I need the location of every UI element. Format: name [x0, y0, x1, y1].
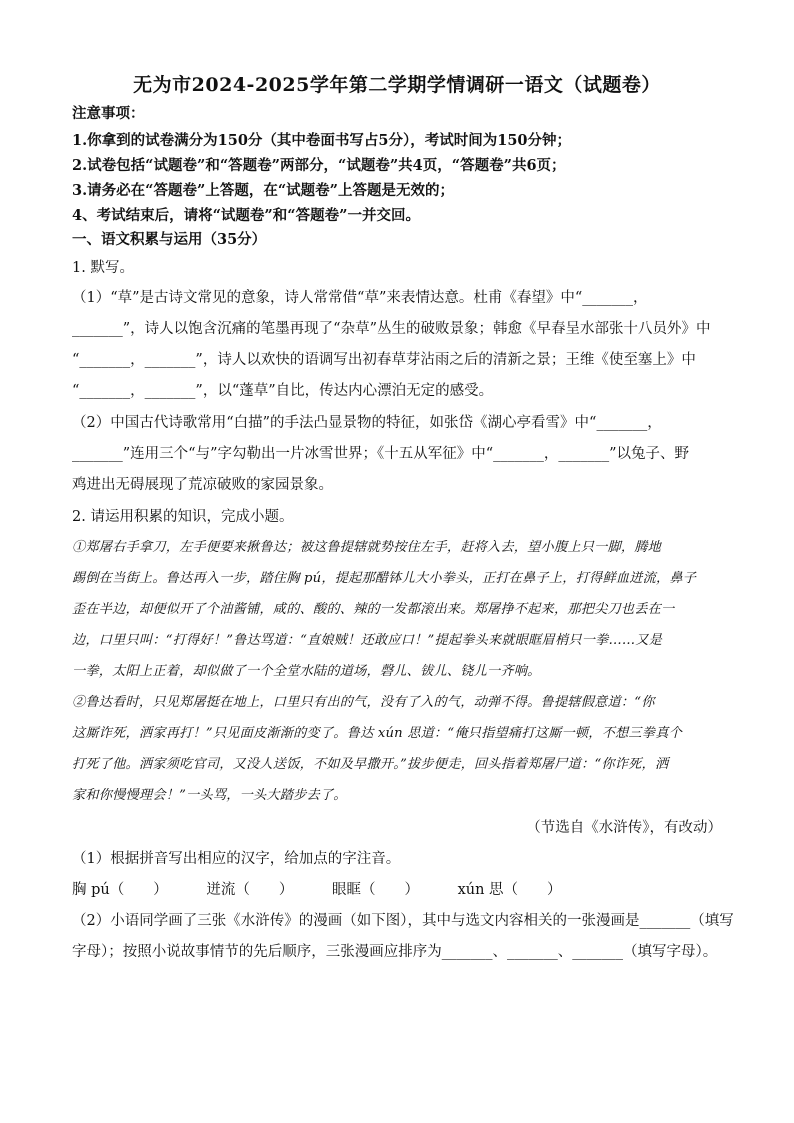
pinyin-item-2: 迸流（ ） [206, 882, 294, 898]
page-title: 无为市2024-2025学年第二学期学情调研一语文（试题卷） [133, 74, 661, 96]
q1-p1-line-4: “_______，_______”，以“蓬草”自比，传达内心漂泊无定的感受。 [72, 383, 494, 399]
q1-p1-line-1: （1）“草”是古诗文常见的意象，诗人常常借“草”来表情达意。杜甫《春望》中“_______， [72, 290, 648, 306]
pinyin-item-4: xún 思（ ） [457, 882, 562, 898]
notice-heading: 注意事项： [72, 105, 145, 122]
q2-sub2-line-2: 字母）；按照小说故事情节的先后顺序，三张漫画应排序为_______、_______、_______（填写字母）。 [72, 944, 718, 960]
passage1-line-3: 歪在半边，却便似开了个油酱铺，咸的、酸的、辣的一发都滚出来。郑屠挣不起来，那把尖刀也丢在一 [72, 602, 675, 617]
pinyin-items [72, 880, 722, 900]
passage2-line-4: 家和你慢慢理会！”一头骂，一头大踏步去了。 [72, 788, 347, 803]
q1-p2-line-1: （2）中国古代诗歌常用“白描”的手法凸显景物的特征，如张岱《湖心亭看雪》中“_______， [72, 415, 662, 431]
pinyin-item-1: 胸 pú（ ） [72, 882, 168, 898]
passage2-line-2: 这厮诈死，洒家再打！”只见面皮渐渐的变了。鲁达 xún 思道：“俺只指望痛打这厮一顿，不想三拳真个 [72, 726, 682, 741]
source-note: （节选自《水浒传》，有改动） [526, 820, 722, 836]
passage2-line-3: 打死了他。洒家须吃官司，又没人送饭，不如及早撒开。”拔步便走，回头指着郑屠尸道：“你诈死，洒 [72, 757, 669, 772]
notice-item-4: 4、考试结束后，请将“试题卷”和“答题卷”一并交回。 [72, 207, 420, 224]
passage1-line-2: 踢倒在当街上。鲁达再入一步，踏住胸 pú，提起那醋钵儿大小拳头，正打在鼻子上，打得鲜血迸流，鼻子 [72, 571, 697, 586]
q2-sub1: （1）根据拼音写出相应的汉字，给加点的字注音。 [72, 851, 401, 867]
q1-p2-line-2: _______”连用三个“与”字勾勒出一片冰雪世界；《十五从军征》中“_______，_______”以兔子、野 [72, 446, 690, 462]
pinyin-item-3: 眼眶（ ） [331, 882, 419, 898]
passage2-line-1: ②鲁达看时，只见郑屠挺在地上，口里只有出的气，没有了入的气，动弹不得。鲁提辖假意道：“你 [72, 695, 655, 710]
passage1-line-5: 一拳，太阳上正着，却似做了一个全堂水陆的道场，磬儿、钹儿、铙儿一齐响。 [72, 664, 541, 679]
q2-sub2-line-1: （2）小语同学画了三张《水浒传》的漫画（如下图），其中与选文内容相关的一张漫画是_______（填写 [72, 913, 734, 929]
section-heading: 一、语文积累与运用（35分） [72, 231, 267, 248]
passage1-line-4: 边，口里只叫：“打得好！”鲁达骂道：“直娘贼！还敢应口！”提起拳头来就眼眶眉梢只一拳……又是 [72, 633, 663, 648]
q1-p2-line-3: 鸡进出无碍展现了荒凉破败的家园景象。 [72, 477, 333, 493]
q1-p1-line-2: _______”，诗人以饱含沉痛的笔墨再现了“杂草”丛生的破败景象；韩愈《早春呈水部张十八员外》中 [72, 321, 711, 337]
notice-item-2: 2.试卷包括“试题卷”和“答题卷”两部分，“试题卷”共4页，“答题卷”共6页； [72, 157, 566, 174]
passage1-line-1: ①郑屠右手拿刀，左手便要来揪鲁达；被这鲁提辖就势按住左手，赶将入去，望小腹上只一脚，腾地 [72, 540, 662, 555]
notice-item-1: 1.你拿到的试卷满分为150分（其中卷面书写占5分），考试时间为150分钟； [72, 132, 572, 149]
notice-item-3: 3.请务必在“答题卷”上答题，在“试题卷”上答题是无效的； [72, 182, 454, 199]
q1-label: 1. 默写。 [72, 260, 134, 276]
q1-p1-line-3: “_______，_______”，诗人以欢快的语调写出初春草芽沾雨之后的清新之景；王维《使至塞上》中 [72, 352, 696, 368]
q2-label: 2. 请运用积累的知识，完成小题。 [72, 509, 294, 525]
